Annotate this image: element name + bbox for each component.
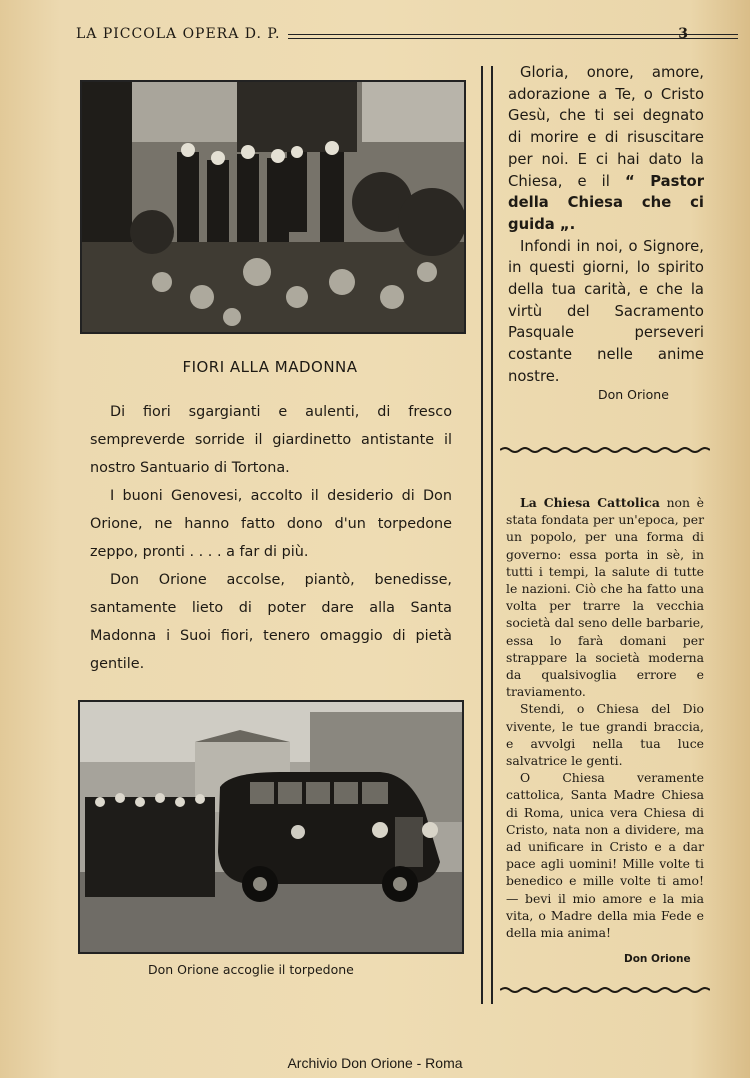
wavy-divider-1	[500, 446, 710, 454]
prayer-signature: Don Orione	[598, 387, 669, 402]
wavy-divider-2	[500, 986, 710, 994]
column-divider	[481, 66, 493, 1004]
prayer-p1-text: Gloria, onore, amore, adorazione a Te, o Cristo Gesù, che ti sei degnato di morire e di risuscitare per noi. E ci hai dato la Chiesa, e il	[508, 64, 704, 190]
bus-photo	[78, 700, 464, 954]
chiesa-p1-text: non è stata fondata per un'epoca, per un popolo, per una forma di governo: essa porta in sè, in tutti i tempi, la salute di tutte le nazioni. Ciò che ha fatto una volta per trarre la vecchia società dal seno delle barbarie, essa lo farà domani per strappare la società moderna da qualsivoglia errore e traviamento.	[506, 495, 704, 700]
chiesa-text	[506, 494, 704, 941]
chiesa-paragraph-3: O Chiesa veramente cattolica, Santa Madre Chiesa di Roma, unica vera Chiesa di Cristo, nata non a dividere, ma ad unificare in Cristo e a dar pace agli uomini! Mille volte ti benedico e mille volte ti amo! — bevi il mio amore e la mia vita, o Madre della mia Fede e della mia anima!	[506, 770, 704, 941]
fiori-paragraph-1: Di fiori sgargianti e aulenti, di fresco sempreverde sorride il giardinetto antistante il nostro Santuario di Tortona.	[90, 404, 452, 476]
bus-photo-caption: Don Orione accoglie il torpedone	[148, 962, 354, 977]
page-header	[76, 26, 688, 46]
prayer-paragraph-2: Infondi in noi, o Signore, in questi giorni, lo spirito della tua carità, e che la virtù del Sacramento Pasquale perseveri costante nelle anime nostre.	[508, 237, 704, 385]
header-rule	[288, 34, 738, 39]
flowers-photo	[80, 80, 466, 334]
fiori-title: FIORI ALLA MADONNA	[182, 358, 358, 376]
chiesa-lead: La Chiesa Cattolica	[520, 495, 660, 510]
prayer-p1-bold: “ Pastor della Chiesa che ci guida „.	[508, 172, 704, 233]
page-number: 3	[678, 26, 688, 42]
chiesa-paragraph-1	[506, 494, 704, 700]
bus-photo-image	[80, 702, 462, 952]
prayer-text	[508, 62, 704, 388]
fiori-paragraph-3: Don Orione accolse, piantò, benedisse, santamente lieto di poter dare alla Santa Madonna i Suoi fiori, tenero omaggio di pietà gentile.	[90, 572, 452, 672]
archive-footer: Archivio Don Orione - Roma	[287, 1055, 463, 1071]
chiesa-paragraph-2: Stendi, o Chiesa del Dio vivente, le tue grandi braccia, e avvolgi nella tua luce salvatrice le genti.	[506, 701, 704, 769]
header-title: LA PICCOLA OPERA D. P.	[76, 26, 281, 42]
prayer-paragraph-1	[508, 62, 704, 236]
fiori-paragraph-2: I buoni Genovesi, accolto il desiderio di Don Orione, ne hanno fatto dono d'un torpedone zeppo, pronti . . . . a far di più.	[90, 488, 452, 560]
flowers-photo-image	[82, 82, 464, 332]
chiesa-signature: Don Orione	[624, 953, 691, 965]
fiori-article	[90, 398, 452, 678]
